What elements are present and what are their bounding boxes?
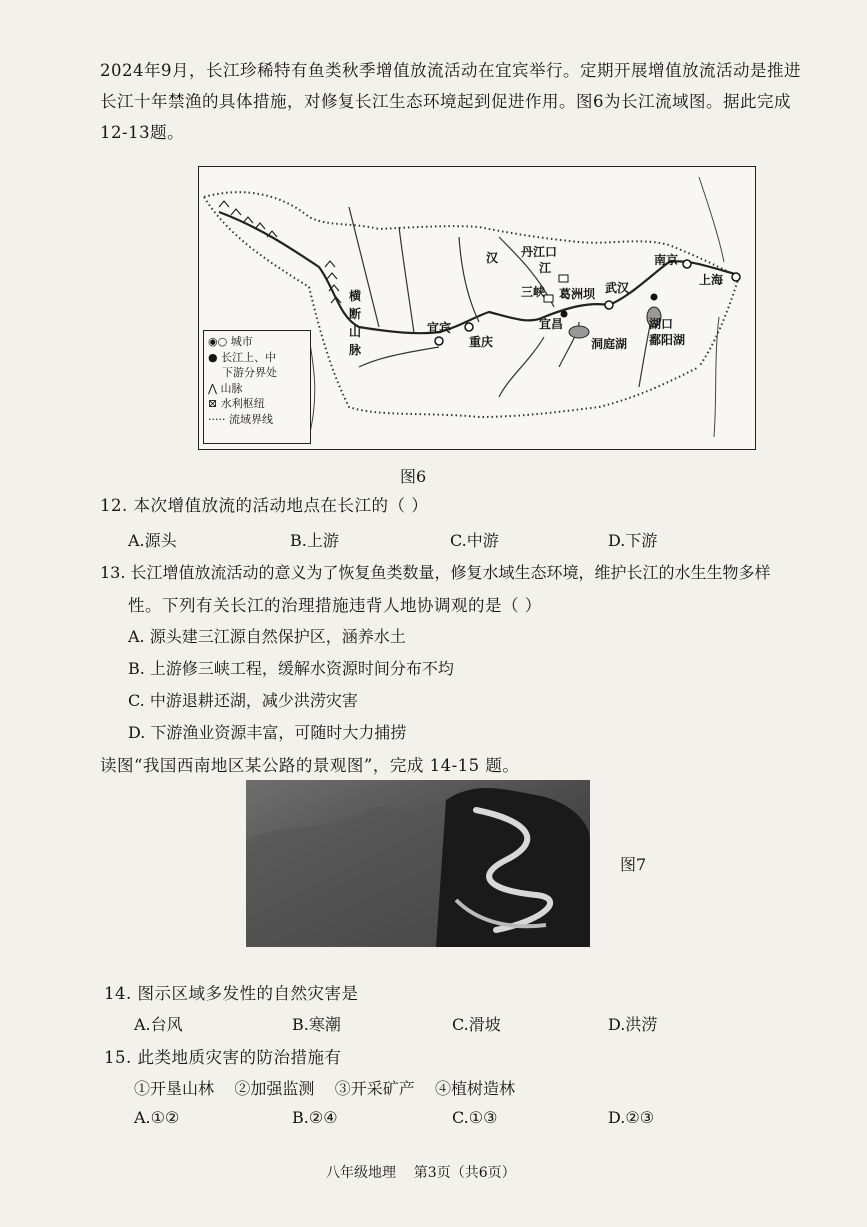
label-poyang: 鄱阳湖 <box>649 333 686 347</box>
photo-drawing <box>246 780 590 947</box>
legend-boundary-point-2: 下游分界处 <box>222 366 277 379</box>
label-wuhan: 武汉 <box>605 281 630 295</box>
q14-option-a: A.台风 <box>134 1015 183 1034</box>
figure-6-caption: 图6 <box>400 467 427 486</box>
label-yibin: 宜宾 <box>427 321 452 335</box>
boundary-point-icon: ● <box>208 350 222 364</box>
q15-option-c: C.①③ <box>452 1108 498 1127</box>
q14-option-b: B.寒潮 <box>292 1015 341 1034</box>
mountain-icon: ⋀ <box>208 381 221 395</box>
q13-option-d: D. 下游渔业资源丰富，可随时大力捕捞 <box>128 723 407 742</box>
intro-paragraph: 2024年9月，长江珍稀特有鱼类秋季增值放流活动在宜宾举行。定期开展增值放流活动是推进长江十年禁渔的具体措施，对修复长江生态环境起到促进作用。图6为长江流域图。据此完成12-13题。 <box>100 61 801 142</box>
road-landscape-photo <box>246 780 590 947</box>
label-shanghai: 上海 <box>699 273 724 287</box>
label-gezhouba: 葛洲坝 <box>559 287 596 301</box>
q13-option-c: C. 中游退耕还湖，减少洪涝灾害 <box>128 691 358 710</box>
q12-option-a: A.源头 <box>128 531 177 550</box>
q12-option-b: B.上游 <box>290 531 339 550</box>
dam-icon: ⊠ <box>208 397 221 410</box>
dotted-line-icon: ····· <box>208 412 229 426</box>
label-danjiangkou: 丹江口 <box>521 245 558 259</box>
q13-stem-line1: 13. 长江增值放流活动的意义为了恢复鱼类数量，修复水域生态环境，维护长江的水生生物多样 <box>100 563 771 582</box>
label-yichang: 宜昌 <box>539 317 564 331</box>
q12-stem: 12. 本次增值放流的活动地点在长江的（ ） <box>100 496 429 515</box>
q14-stem: 14. 图示区域多发性的自然灾害是 <box>104 984 359 1003</box>
legend-dam: ⊠ 水利枢纽 <box>208 397 265 410</box>
read-instruction: 读图“我国西南地区某公路的景观图”，完成 14-15 题。 <box>100 756 520 775</box>
legend-mountain: ⋀ 山脉 <box>208 381 243 395</box>
q15-option-a: A.①② <box>134 1108 180 1127</box>
legend-city: ◉○ 城市 <box>208 335 253 348</box>
label-nanjing: 南京 <box>654 253 679 267</box>
q13-stem-line2: 性。下列有关长江的治理措施违背人地协调观的是（ ） <box>128 596 542 615</box>
q15-stem: 15. 此类地质灾害的防治措施有 <box>104 1048 342 1067</box>
q12-option-c: C.中游 <box>450 531 499 550</box>
label-hanjiang-1: 汉 <box>486 251 499 265</box>
label-chongqing: 重庆 <box>469 335 494 349</box>
q13-option-b: B. 上游修三峡工程，缓解水资源时间分布不均 <box>128 659 454 678</box>
q15-items: ①开垦山林 ②加强监测 ③开采矿产 ④植树造林 <box>134 1079 516 1098</box>
label-sanxia: 三峡 <box>521 285 546 299</box>
map-legend <box>203 330 311 444</box>
q14-option-c: C.滑坡 <box>452 1015 501 1034</box>
label-dongting: 洞庭湖 <box>591 337 628 351</box>
legend-boundary-point: ● 长江上、中 <box>208 350 277 364</box>
page-footer: 八年级地理 第3页（共6页） <box>326 1165 516 1181</box>
figure-7-caption: 图7 <box>620 855 647 874</box>
city-symbol-icon: ◉○ <box>208 335 231 348</box>
q15-option-b: B.②④ <box>292 1108 338 1127</box>
label-hengduan-mountains: 横 断 山 脉 <box>349 289 362 357</box>
label-hanjiang-2: 江 <box>539 261 552 275</box>
legend-basin-border: ····· 流域界线 <box>208 412 273 426</box>
q12-option-d: D.下游 <box>608 531 658 550</box>
q14-option-d: D.洪涝 <box>608 1015 658 1034</box>
q15-option-d: D.②③ <box>608 1108 655 1127</box>
q13-option-a: A. 源头建三江源自然保护区，涵养水土 <box>128 627 406 646</box>
label-hukou: 湖口 <box>649 317 674 331</box>
